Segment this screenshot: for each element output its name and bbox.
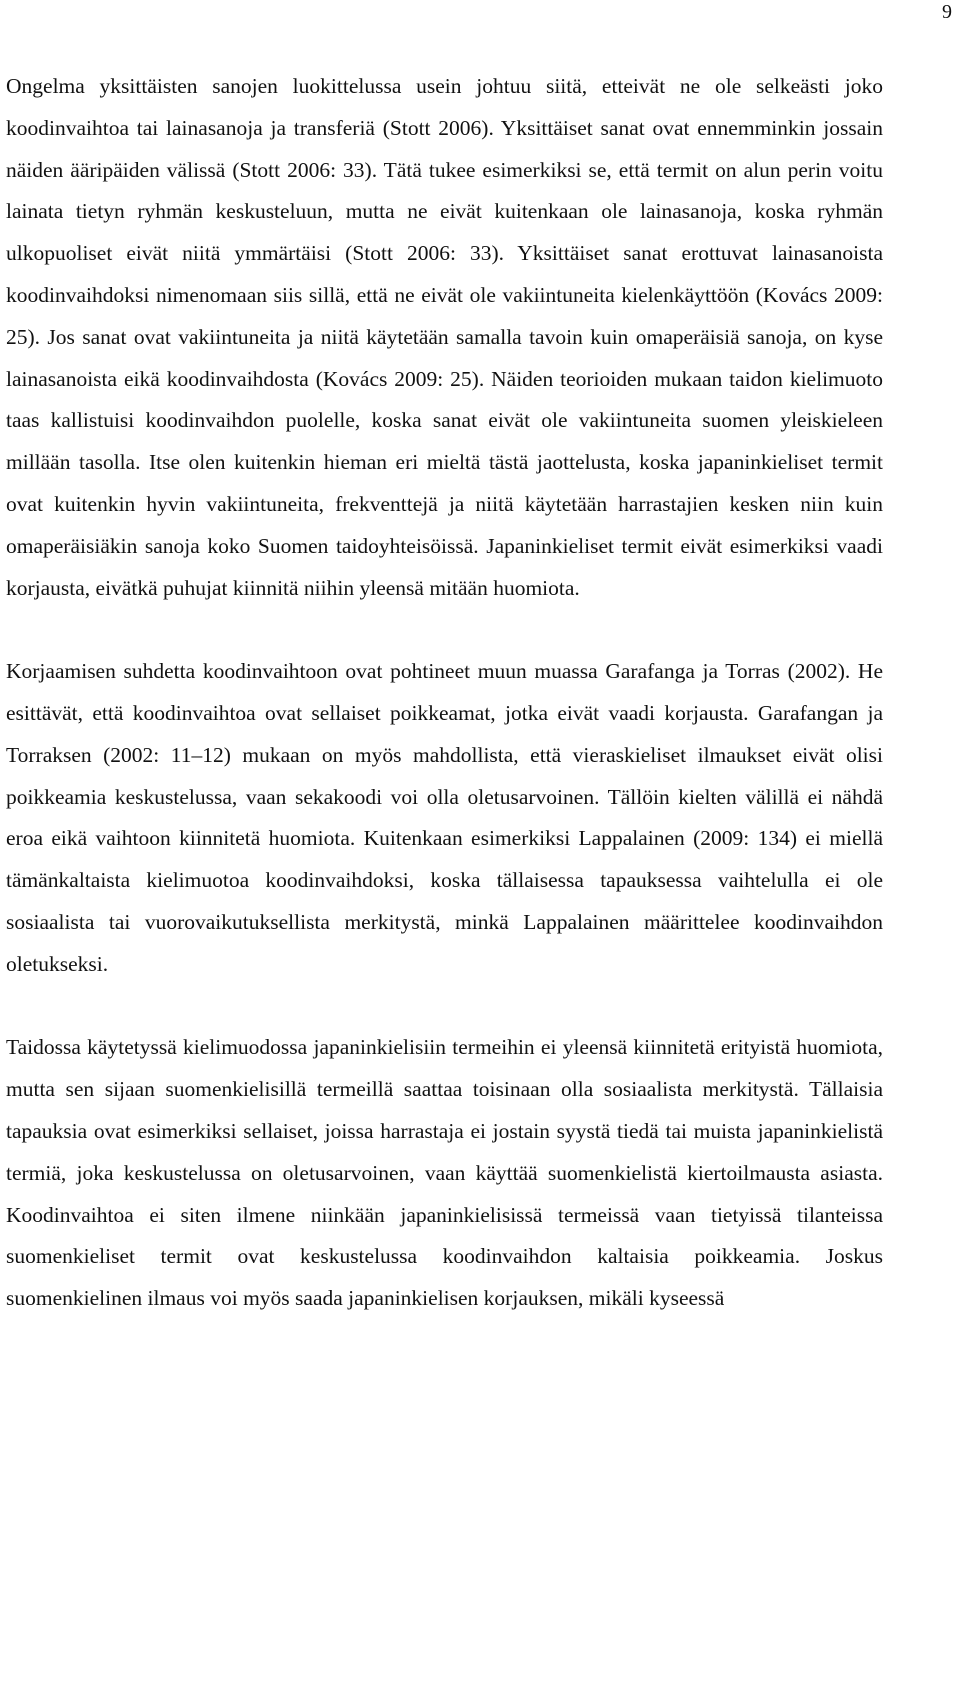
paragraph-3: Taidossa käytetyssä kielimuodossa japaninkielisiin termeihin ei yleensä kiinnitetä erityistä huomiota, mutta sen sijaan suomenkielisillä termeillä saattaa toisinaan olla sosiaalista merkitystä. Tällaisia tapauksia ovat esimerkiksi sellaiset, joissa harrastaja ei jostain syystä tiedä tai muista japaninkielistä termiä, joka keskustelussa on oletusarvoinen, vaan käyttää suomenkielistä kiertoilmausta asiasta. Koodinvaihtoa ei siten ilmene niinkään japaninkielisissä termeissä vaan tietyissä tilanteissa suomenkieliset termit ovat keskustelussa koodinvaihdon kaltaisia poikkeamia. Joskus suomenkielinen ilmaus voi myös saada japaninkielisen korjauksen, mikäli kyseessä xyxy=(6,1035,883,1311)
paragraph-2: Korjaamisen suhdetta koodinvaihtoon ovat pohtineet muun muassa Garafanga ja Torras (2002). He esittävät, että koodinvaihtoa ovat sellaiset poikkeamat, jotka eivät vaadi korjausta. Garafangan ja Torraksen (2002: 11–12) mukaan on myös mahdollista, että vieraskieliset ilmaukset eivät olisi poikkeamia keskustelussa, vaan sekakoodi voi olla oletusarvoinen. Tällöin kielten välillä ei nähdä eroa eikä vaihtoon kiinnitetä huomiota. Kuitenkaan esimerkiksi Lappalainen (2009: 134) ei miellä tämänkaltaista kielimuotoa koodinvaihdoksi, koska tällaisessa tapauksessa vaihtelulla ei ole sosiaalista tai vuorovaikutuksellista merkitystä, minkä Lappalainen määrittelee koodinvaihdon oletukseksi. xyxy=(6,659,883,976)
page-number: 9 xyxy=(942,1,952,23)
document-body xyxy=(6,66,883,1320)
paragraph-1: Ongelma yksittäisten sanojen luokittelussa usein johtuu siitä, etteivät ne ole selkeästi joko koodinvaihtoa tai lainasanoja ja transferiä (Stott 2006). Yksittäiset sanat ovat ennemminkin jossain näiden ääripäiden välissä (Stott 2006: 33). Tätä tukee esimerkiksi se, että termit on alun perin voitu lainata tietyn ryhmän keskusteluun, mutta ne eivät kuitenkaan ole lainasanoja, koska ryhmän ulkopuoliset eivät niitä ymmärtäisi (Stott 2006: 33). Yksittäiset sanat erottuvat lainasanoista koodinvaihdoksi nimenomaan siis sillä, että ne eivät ole vakiintuneita kielenkäyttöön (Kovács 2009: 25). Jos sanat ovat vakiintuneita ja niitä käytetään samalla tavoin kuin omaperäisiä sanoja, on kyse lainasanoista eikä koodinvaihdosta (Kovács 2009: 25). Näiden teorioiden mukaan taidon kielimuoto taas kallistuisi koodinvaihdon puolelle, koska sanat eivät ole vakiintuneita suomen yleiskieleen millään tasolla. Itse olen kuitenkin hieman eri mieltä tästä jaottelusta, koska japaninkieliset termit ovat kuitenkin hyvin vakiintuneita, frekventtejä ja niitä käytetään harrastajien kesken niin kuin omaperäisiäkin sanoja koko Suomen taidoyhteisöissä. Japaninkieliset termit eivät esimerkiksi vaadi korjausta, eivätkä puhujat kiinnitä niihin yleensä mitään huomiota. xyxy=(6,74,883,600)
